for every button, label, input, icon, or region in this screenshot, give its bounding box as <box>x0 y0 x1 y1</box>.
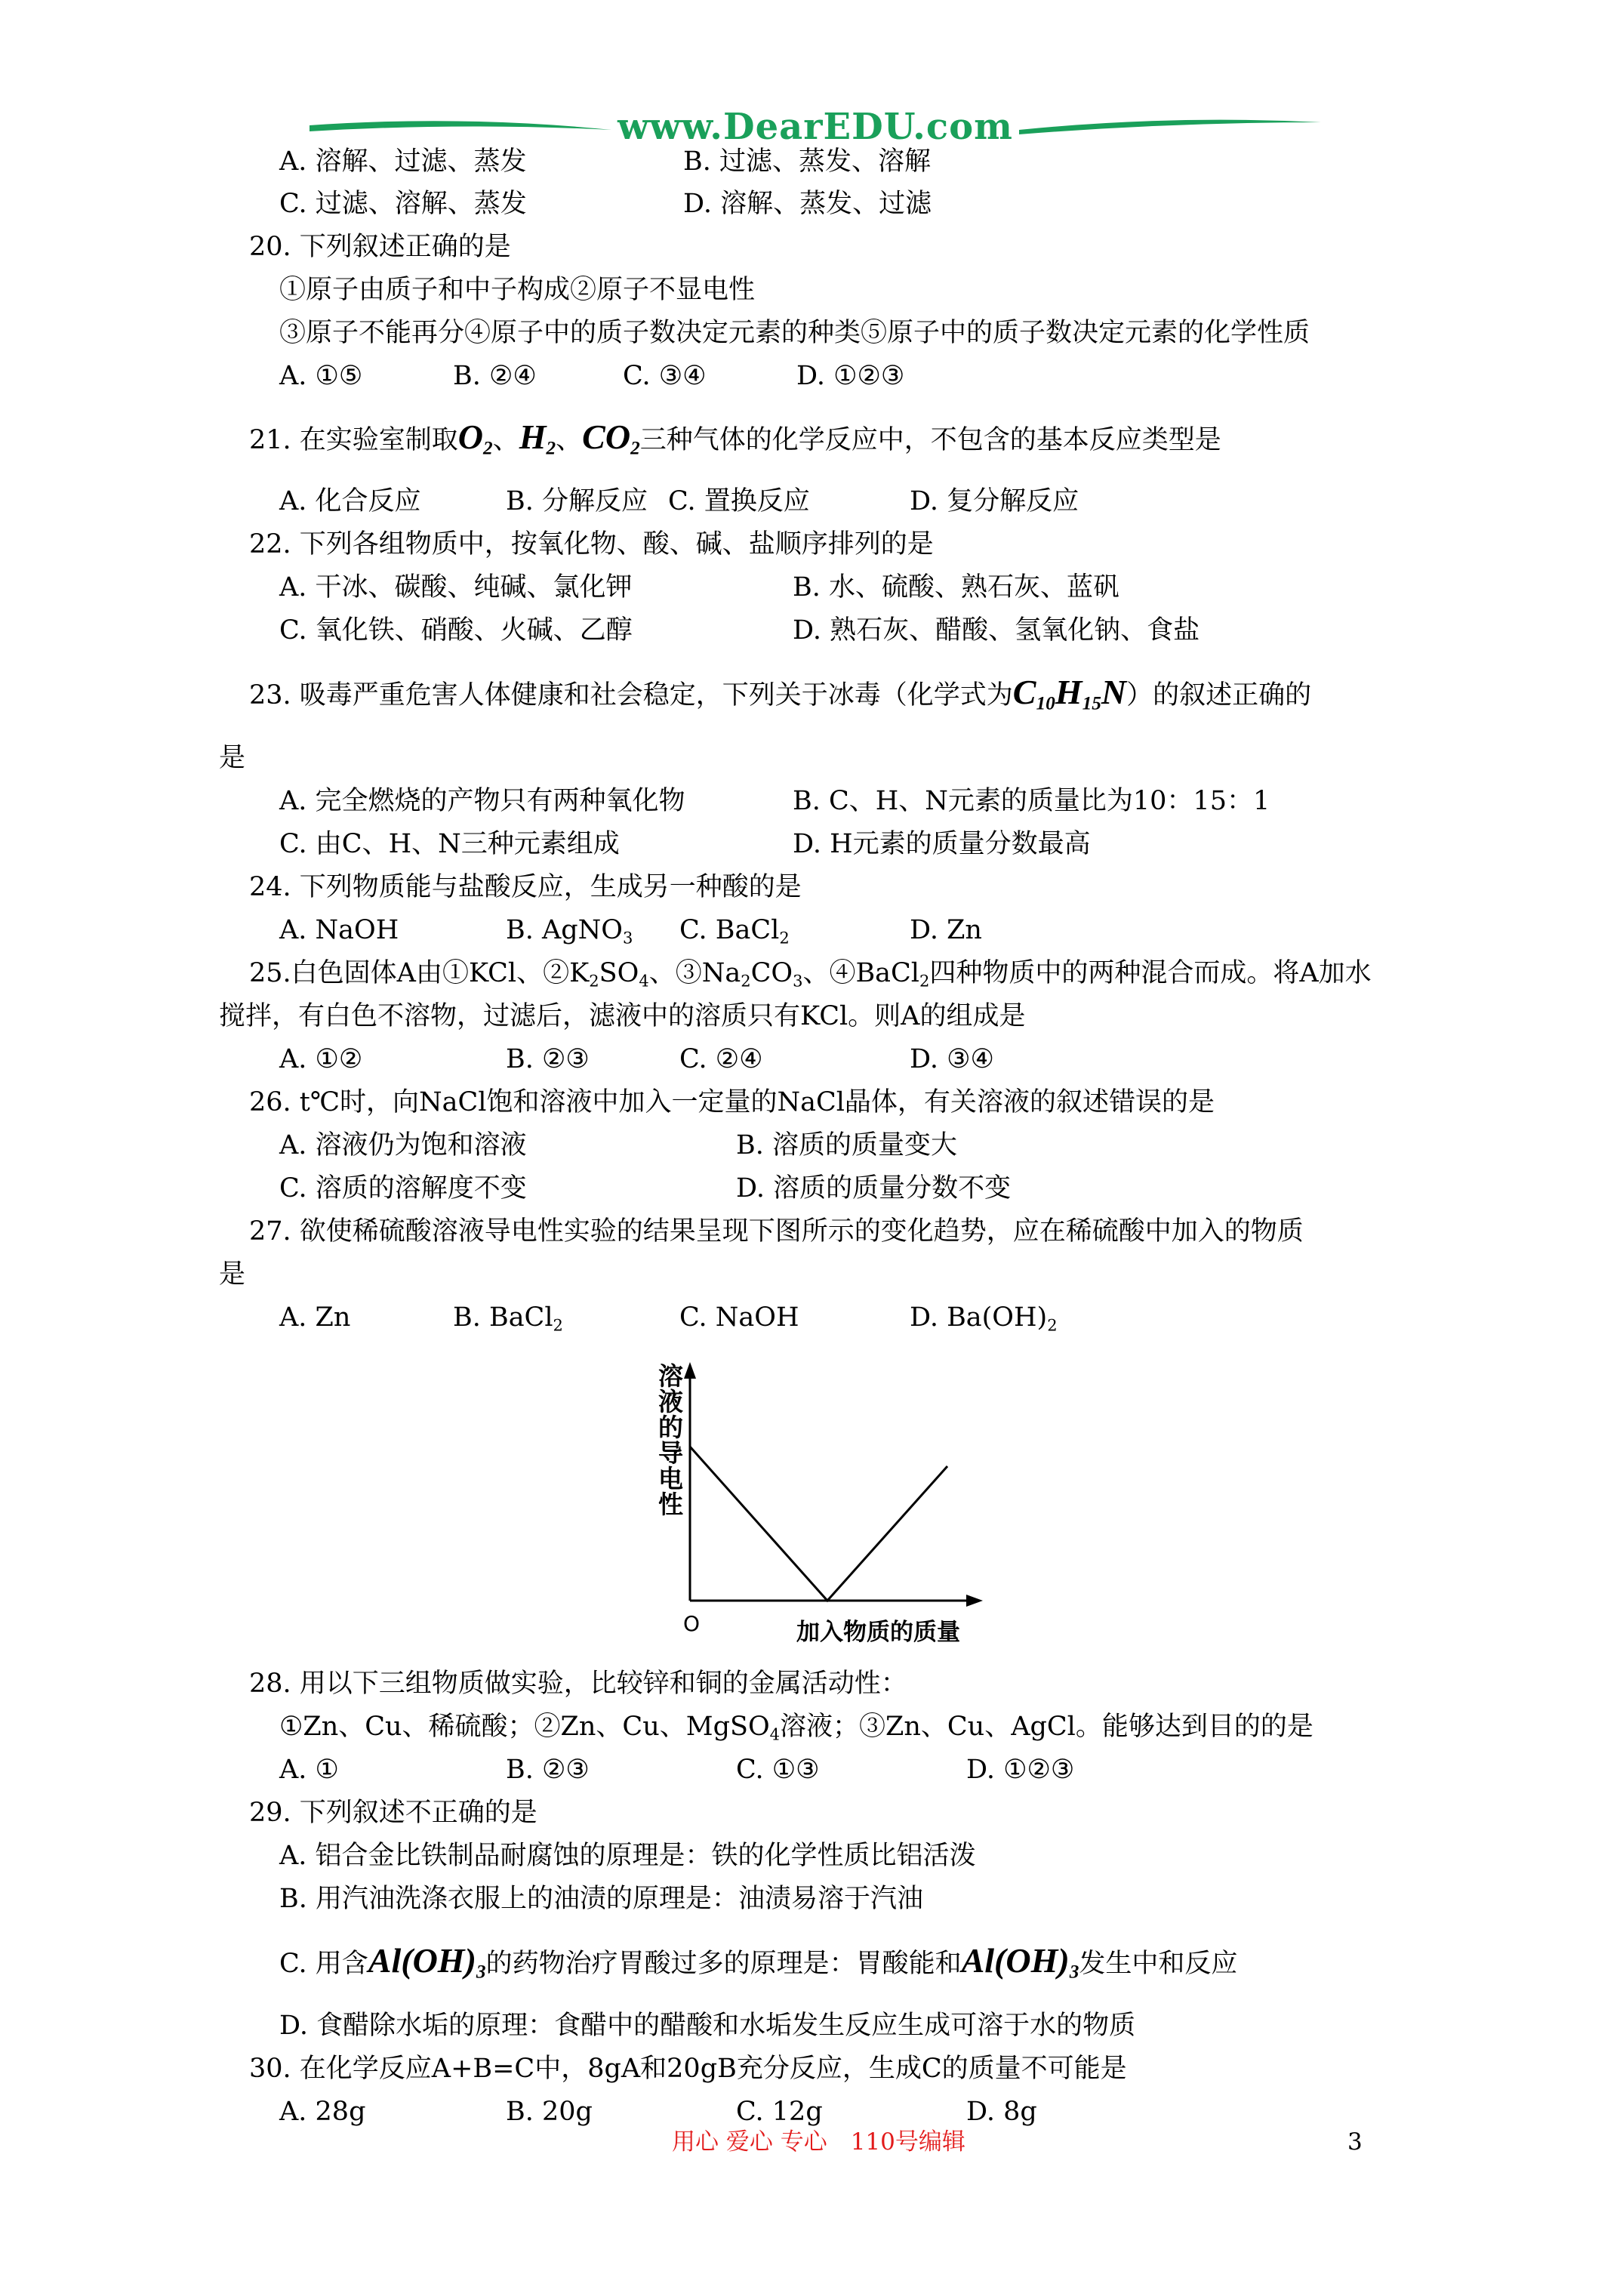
y-label-char-3: 的 <box>658 1413 683 1442</box>
formula-o2: $O_2$ <box>457 418 493 459</box>
q28-option-b: B. ②③ <box>506 1755 590 1785</box>
q24-option-d: D. Zn <box>910 915 982 945</box>
q27-stem: 27. 欲使稀硫酸溶液导电性实验的结果呈现下图所示的变化趋势，应在稀硫酸中加入的物质 <box>249 1216 1304 1247</box>
q26-option-b: B. 溶质的质量变大 <box>736 1130 957 1160</box>
formula-co2: $CO_2$ <box>582 418 640 459</box>
q29-option-a: A. 铝合金比铁制品耐腐蚀的原理是：铁的化学性质比铝活泼 <box>279 1841 976 1871</box>
q22-option-c: C. 氧化铁、硝酸、火碱、乙醇 <box>279 615 633 646</box>
q19-option-c: C. 过滤、溶解、蒸发 <box>279 189 527 219</box>
q20-option-d: D. ①②③ <box>796 361 905 391</box>
y-label-char-4: 导 <box>658 1438 683 1468</box>
q22-stem: 22. 下列各组物质中，按氧化物、酸、碱、盐顺序排列的是 <box>249 529 934 559</box>
q21-option-b: B. 分解反应 <box>506 486 648 516</box>
q27-option-d: D. $Ba(OH)_2$ <box>910 1302 1058 1335</box>
x-axis-arrow <box>966 1595 983 1607</box>
q26-option-d: D. 溶质的质量分数不变 <box>736 1173 1012 1203</box>
q28-groups: ①Zn、Cu、稀硫酸；②Zn、Cu、MgSO$_4$溶液；③Zn、Cu、AgCl。能够达到目的的是 <box>279 1712 1313 1744</box>
q25-stem: 25.白色固体A由①KCl、$②K_2SO_4$、$③Na_2CO_3$、④BaCl$_2$四种物质中的两种混合而成。将A加水 <box>249 958 1372 991</box>
q27-stem-continued: 是 <box>219 1259 246 1290</box>
q28-option-c: C. ①③ <box>736 1755 820 1785</box>
q26-option-a: A. 溶液仍为饱和溶液 <box>279 1130 527 1160</box>
formula-c10h15n: $C_{10}H_{15}N$ <box>1012 673 1127 714</box>
q27-option-b: B. BaCl$_2$ <box>453 1302 563 1335</box>
q20-statement-1: ①原子由质子和中子构成②原子不显电性 <box>279 275 756 305</box>
q29-option-d: D. 食醋除水垢的原理：食醋中的醋酸和水垢发生反应生成可溶于水的物质 <box>279 2011 1136 2041</box>
q30-option-a: A. 28g <box>279 2097 366 2127</box>
q28-option-a: A. ① <box>279 1755 339 1785</box>
q25-option-c: C. ②④ <box>679 1044 763 1074</box>
q20-statement-2: ③原子不能再分④原子中的质子数决定元素的种类⑤原子中的质子数决定元素的化学性质 <box>279 318 1310 348</box>
y-label-char-2: 液 <box>658 1387 683 1416</box>
q28-stem: 28. 用以下三组物质做实验，比较锌和铜的金属活动性： <box>249 1669 907 1699</box>
q21-option-c: C. 置换反应 <box>668 486 810 516</box>
q23-option-c: C. 由C、H、N三种元素组成 <box>279 829 620 859</box>
conductivity-graph-svg <box>642 1351 996 1653</box>
q20-option-b: B. ②④ <box>453 361 537 391</box>
q20-option-a: A. ①⑤ <box>279 361 363 391</box>
q30-option-c: C. 12g <box>736 2097 823 2127</box>
q25-option-b: B. ②③ <box>506 1044 590 1074</box>
q29-option-b: B. 用汽油洗涤衣服上的油渍的原理是：油渍易溶于汽油 <box>279 1884 923 1914</box>
q28-option-d: D. ①②③ <box>966 1755 1075 1785</box>
q29-stem: 29. 下列叙述不正确的是 <box>249 1798 537 1828</box>
q25-option-d: D. ③④ <box>910 1044 994 1074</box>
conductivity-curve <box>690 1447 947 1601</box>
q19-option-a: A. 溶解、过滤、蒸发 <box>279 146 527 177</box>
q23-option-a: A. 完全燃烧的产物只有两种氧化物 <box>279 786 685 816</box>
q30-stem: 30. 在化学反应A+B=C中，8gA和20gB充分反应，生成C的质量不可能是 <box>249 2054 1127 2084</box>
q27-option-a: A. Zn <box>279 1302 351 1333</box>
q20-option-c: C. ③④ <box>623 361 707 391</box>
y-label-char-6: 性 <box>658 1490 683 1519</box>
formula-aloh3-1: $Al(OH)_3$ <box>368 1941 486 1983</box>
q23-stem: 23. 吸毒严重危害人体健康和社会稳定，下列关于冰毒（化学式为$C_{10}H_{15}N$）的叙述正确的 <box>249 673 1312 714</box>
y-axis-arrow <box>684 1362 696 1379</box>
q21-stem: 21. 在实验室制取$O_2$、$H_2$、$CO_2$三种气体的化学反应中，不包含的基本反应类型是 <box>249 418 1221 459</box>
q19-option-b: B. 过滤、蒸发、溶解 <box>683 146 931 177</box>
q23-stem-continued: 是 <box>219 743 246 773</box>
q24-stem: 24. 下列物质能与盐酸反应，生成另一种酸的是 <box>249 872 802 902</box>
q24-option-a: A. NaOH <box>279 915 399 945</box>
y-label-char-1: 溶 <box>658 1361 683 1391</box>
site-name: www.DearEDU.com <box>617 106 1013 148</box>
q24-option-c: C. BaCl$_2$ <box>679 915 790 948</box>
q22-option-d: D. 熟石灰、醋酸、氢氧化钠、食盐 <box>793 615 1200 646</box>
q27-option-c: C. NaOH <box>679 1302 799 1333</box>
footer-note: 用心 爱心 专心 110号编辑 <box>672 2128 965 2156</box>
formula-aloh3-2: $Al(OH)_3$ <box>961 1941 1079 1983</box>
q23-option-b: B. C、H、N元素的质量比为10：15：1 <box>793 786 1270 816</box>
q23-option-d: D. H元素的质量分数最高 <box>793 829 1091 859</box>
x-axis-label: 加入物质的质量 <box>796 1619 960 1646</box>
q29-option-c: C. 用含$Al(OH)_3$的药物治疗胃酸过多的原理是：胃酸能和$Al(OH)_3$发生中和反应 <box>279 1941 1238 1983</box>
q22-option-b: B. 水、硫酸、熟石灰、蓝矾 <box>793 572 1119 603</box>
q24-option-b: B. AgNO$_3$ <box>506 915 633 948</box>
q30-option-d: D. 8g <box>966 2097 1037 2127</box>
q25-stem-continued: 搅拌，有白色不溶物，过滤后，滤液中的溶质只有KCl。则A的组成是 <box>219 1001 1026 1031</box>
q21-option-d: D. 复分解反应 <box>910 486 1079 516</box>
q21-option-a: A. 化合反应 <box>279 486 421 516</box>
conductivity-graph <box>642 1351 996 1653</box>
q25-option-a: A. ①② <box>279 1044 363 1074</box>
y-label-char-5: 电 <box>658 1464 683 1493</box>
q30-option-b: B. 20g <box>506 2097 593 2127</box>
q20-stem: 20. 下列叙述正确的是 <box>249 232 511 262</box>
q26-option-c: C. 溶质的溶解度不变 <box>279 1173 527 1203</box>
q19-option-d: D. 溶解、蒸发、过滤 <box>683 189 932 219</box>
formula-h2: $H_2$ <box>519 418 556 459</box>
page-number: 3 <box>1347 2128 1363 2156</box>
origin-label: O <box>683 1611 701 1636</box>
q22-option-a: A. 干冰、碳酸、纯碱、氯化钾 <box>279 572 633 603</box>
q26-stem: 26. t℃时，向NaCl饱和溶液中加入一定量的NaCl晶体，有关溶液的叙述错误的是 <box>249 1087 1215 1117</box>
